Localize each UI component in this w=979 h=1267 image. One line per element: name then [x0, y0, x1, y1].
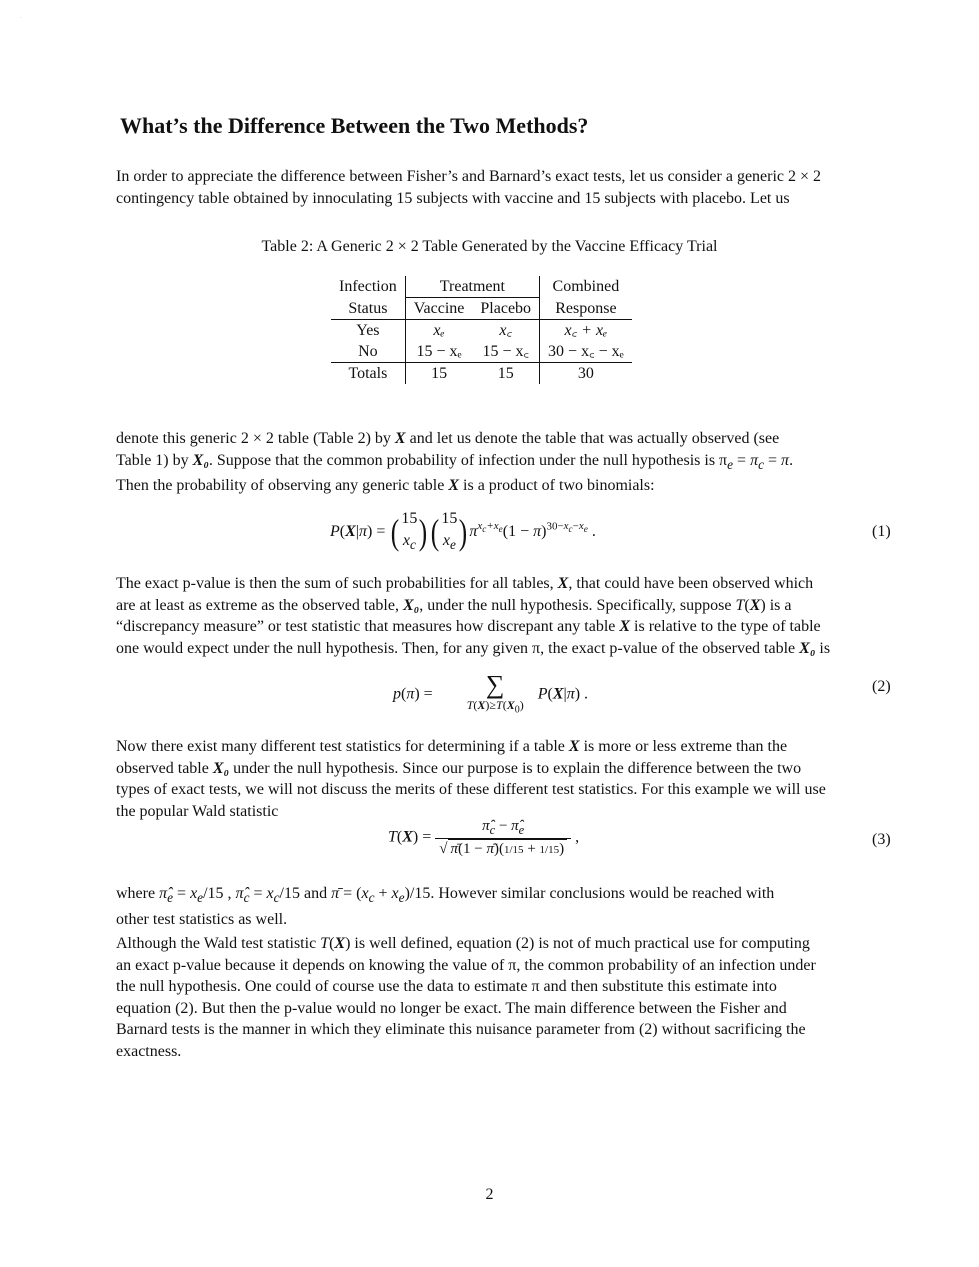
equation-1-number: (1): [872, 523, 891, 540]
table-row: [331, 341, 632, 363]
math-symbol: X: [448, 477, 460, 495]
math-symbol: X₀: [192, 451, 209, 469]
paragraph-definition: denote this generic 2 × 2 table (Table 2) by X and let us denote the table that was actually observed (see Table 1) by X₀. Suppose that the common probability of infection under the null hypothesis is $\pi_e = \pi_c = \pi$. Then the probability of observing any generic table X is a product of two binomials:: [116, 430, 794, 495]
equation-3: T(X) = $\frac{\pî_c - \pî_e}{√ \pī(1 - \pī)(1/15 + 1/15)}$ ,: [388, 818, 580, 857]
intro-line-2: contingency table obtained by innoculating 15 subjects with vaccine and 15 subjects with placebo. Let us: [116, 189, 790, 207]
text-run: and let us denote the table that was actually observed (see: [409, 430, 780, 447]
text-run: and: [304, 885, 328, 902]
table-cell: 15 − x꜀: [482, 343, 529, 360]
equation-2: p(π) = ∑ $T(X)\ge T(X_0)$ P(X|π) .: [393, 670, 589, 716]
table-cell: No: [358, 343, 378, 360]
text-run: an exact p-value because it depends on knowing the value of π, the common probability of an infection under: [116, 956, 816, 974]
math-symbol: X: [568, 738, 580, 755]
text-run: is relative to the type of table: [634, 618, 821, 635]
table-header-row-1: [331, 276, 632, 298]
equation-1: P(X|π) = ( 15 $x_c$ )( 15 $x_e$ ) $\pi^{x_c+x_e}(1 - \pi)^{30-x_c-x_e}$ .: [330, 510, 596, 553]
header-cell: Placebo: [472, 298, 539, 320]
math-symbol: X: [557, 575, 569, 592]
table-cell: x꜀: [472, 320, 539, 342]
text-run: observed table: [116, 759, 209, 777]
table-cell: Yes: [331, 320, 405, 342]
section-title: What’s the Difference Between the Two Methods?: [120, 113, 589, 138]
text-run: under the null hypothesis. Since our purpose is to explain the difference between the two: [233, 759, 802, 777]
table-header-row-2: [331, 298, 632, 320]
table-cell: x꜀ + xₑ: [540, 320, 632, 342]
header-cell: Combined: [540, 276, 632, 298]
header-cell: Vaccine: [405, 298, 472, 320]
text-run: are at least as extreme as the observed table,: [116, 596, 399, 614]
text-run: Then the probability of observing any generic table: [116, 477, 445, 495]
header-cell: Response: [540, 298, 632, 320]
header-cell: Status: [348, 299, 388, 317]
contingency-table: [331, 276, 632, 384]
math-symbol: X₀: [402, 596, 420, 614]
text-run: where: [116, 885, 156, 902]
text-run: denote this generic 2 × 2 table (Table 2) by: [116, 430, 391, 447]
equation-3-number: (3): [872, 831, 891, 848]
text-run: is a product of two binomials:: [463, 477, 655, 495]
table-row: [331, 363, 632, 385]
text-run: the null hypothesis. One could of course use the data to estimate π and then substitute this estimate into: [116, 978, 777, 995]
table-caption: Table 2: A Generic 2 × 2 Table Generated by the Vaccine Efficacy Trial: [261, 238, 718, 255]
math-symbol: X: [394, 430, 406, 447]
table-cell: 30 − x꜀ − xₑ: [540, 341, 632, 363]
text-run: The exact p-value is then the sum of such probabilities for all tables,: [116, 575, 554, 592]
scan-mark: .: [20, 14, 22, 20]
intro-line-1: In order to appreciate the difference between Fisher’s and Barnard’s exact tests, let us consider a generic 2 × 2: [116, 168, 822, 185]
text-run: Now there exist many different test statistics for determining if a table: [116, 738, 565, 755]
paragraph-conclusion: Although the Wald test statistic T(X) is well defined, equation (2) is not of much practical use for computing an exact p-value because it depends on knowing the value of π, the common probability of an infection under the null hypothesis. One could of course use the data to estimate π and then substitute this estimate into equation (2). But then the p-value would no longer be exact. The main difference between the Fisher and Barnard tests is the manner in which they eliminate this nuisance parameter from (2) without sacrificing the exactness.: [116, 935, 816, 1060]
text-run: . However similar conclusions would be reached with: [430, 885, 775, 902]
text-run: is: [819, 639, 831, 657]
table-cell: 15: [472, 363, 539, 385]
table-cell: 15 − xₑ: [405, 341, 472, 363]
text-run: the popular Wald statistic: [116, 802, 279, 820]
text-run: Barnard tests is the manner in which they eliminate this nuisance parameter from (2) without sacrificing the: [116, 1021, 806, 1038]
paragraph-test-statistics: [116, 736, 891, 822]
table-cell: 15: [405, 363, 472, 385]
page-number: 2: [485, 1186, 494, 1203]
intro-paragraph: [116, 166, 891, 209]
text-run: , that could have been observed which: [568, 575, 814, 592]
text-run: exactness.: [116, 1042, 182, 1060]
math-symbol: X₀: [212, 759, 230, 777]
text-run: other test statistics as well.: [116, 910, 288, 928]
text-run: “discrepancy measure” or test statistic that measures how discrepant any table: [116, 618, 616, 635]
paragraph-where: where $\pî_e = x_e/15$ , $\pî_c = x_c/15$ and π̄ = $(x_c + x_e)/15$. However similar conclusions would be reached with other test statistics as well.: [116, 885, 775, 928]
table-cell: 30: [540, 363, 632, 385]
text-run: Although the Wald test statistic: [116, 935, 317, 952]
text-run: types of exact tests, we will not discuss the merits of these different test statistics. For this example we will use: [116, 781, 826, 798]
header-cell: Treatment: [405, 276, 539, 298]
text-run: is well defined, equation (2) is not of much practical use for computing: [354, 935, 810, 952]
text-run: one would expect under the null hypothesis. Then, for any given π, the exact p-value of the observed table: [116, 639, 796, 657]
header-cell: Infection: [339, 278, 397, 296]
paragraph-exact-pvalue: The exact p-value is then the sum of such probabilities for all tables, X, that could have been observed which are at least as extreme as the observed table, X₀, under the null hypothesis. Specifically, suppose T(X) is a “discrepancy measure” or test statistic that measures how discrepant any table X is relative to the type of table one would expect under the null hypothesis. Then, for any given π, the exact p-value of the observed table X₀ is: [116, 575, 831, 657]
text-run: , under the null hypothesis. Specifically, suppose: [419, 596, 732, 614]
text-run: is a: [769, 596, 792, 614]
table-cell: Totals: [331, 363, 405, 385]
text-run: . Suppose that the common probability of infection under the null hypothesis is π: [208, 451, 728, 469]
math-symbol: X₀: [799, 639, 816, 657]
math-symbol: X: [619, 618, 631, 635]
text-run: equation (2). But then the p-value would no longer be exact. The main difference between the Fisher and: [116, 999, 787, 1017]
equation-2-number: (2): [872, 678, 891, 695]
table-row: [331, 320, 632, 342]
text-run: Table 1) by: [116, 451, 189, 469]
text-run: is more or less extreme than the: [583, 738, 788, 755]
table-cell: xₑ: [405, 320, 472, 342]
